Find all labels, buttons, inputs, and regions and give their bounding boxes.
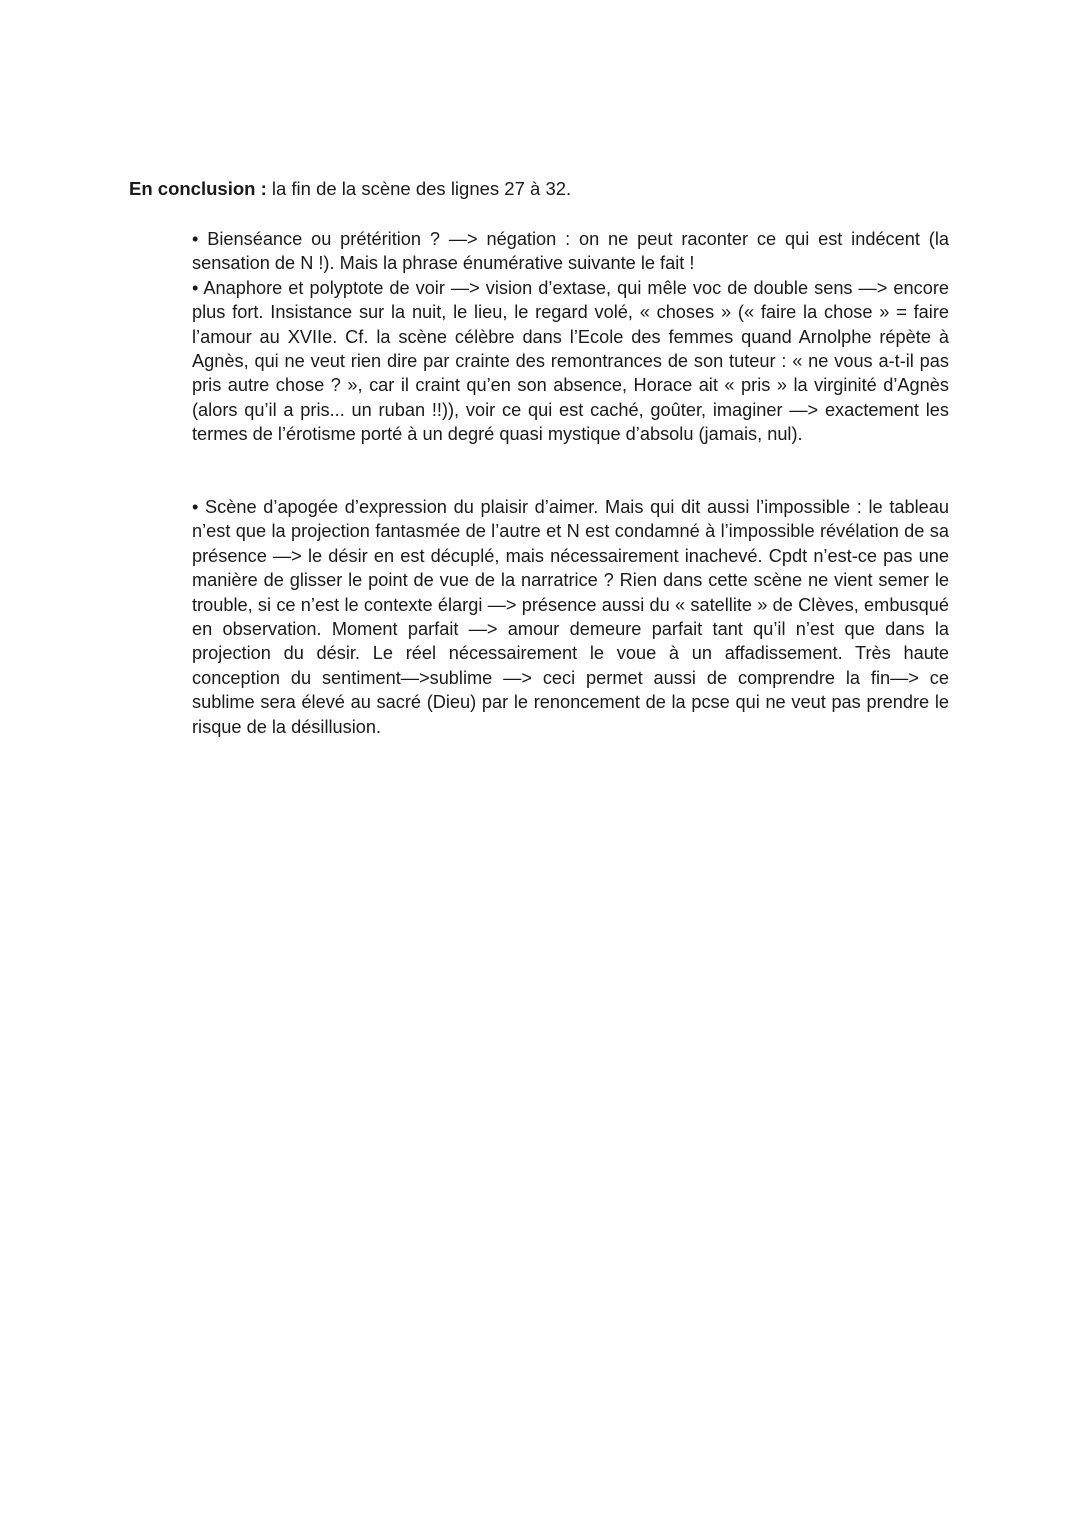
bullet-list-block-1 [192, 227, 949, 447]
conclusion-label: En conclusion : [129, 178, 267, 199]
bullet-list-block-2 [192, 495, 949, 739]
bullet-paragraph-anaphore: • Anaphore et polyptote de voir —> vision d’extase, qui mêle voc de double sens —> encore plus fort. Insistance sur la nuit, le lieu, le regard volé, « choses » (« faire la chose » = faire l’amour au XVIIe. Cf. la scène célèbre dans l’Ecole des femmes quand Arnolphe répète à Agnès, qui ne veut rien dire par crainte des remontrances de son tuteur : « ne vous a-t-il pas pris autre chose ? », car il craint qu’en son absence, Horace ait « pris » la virginité d’Agnès (alors qu’il a pris... un ruban !!)), voir ce qui est caché, goûter, imaginer —> exactement les termes de l’érotisme porté à un degré quasi mystique d’absolu (jamais, nul). [192, 277, 949, 445]
conclusion-heading [129, 177, 949, 201]
bullet-paragraph-apogee: • Scène d’apogée d’expression du plaisir d’aimer. Mais qui dit aussi l’impossible : le tableau n’est que la projection fantasmée de l’autre et N est condamné à l’impossible révélation de sa présence —> le désir en est décuplé, mais nécessairement inachevé. Cpdt n’est-ce pas une manière de glisser le point de vue de la narratrice ? Rien dans cette scène ne vient semer le trouble, si ce n’est le contexte élargi —> présence aussi du « satellite » de Clèves, embusqué en observation. Moment parfait —> amour demeure parfait tant qu’il n’est que dans la projection du désir. Le réel nécessairement le voue à un affadissement. Très haute conception du sentiment—>sublime —> ceci permet aussi de comprendre la fin—> ce sublime sera élevé au sacré (Dieu) par le renoncement de la pcse qui ne veut pas prendre le risque de la désillusion. [192, 497, 949, 737]
bullet-paragraph-bienseance: • Bienséance ou prétérition ? —> négation : on ne peut raconter ce qui est indécent (la sensation de N !). Mais la phrase énumérative suivante le fait ! [192, 229, 949, 274]
conclusion-text: la fin de la scène des lignes 27 à 32. [266, 178, 572, 199]
